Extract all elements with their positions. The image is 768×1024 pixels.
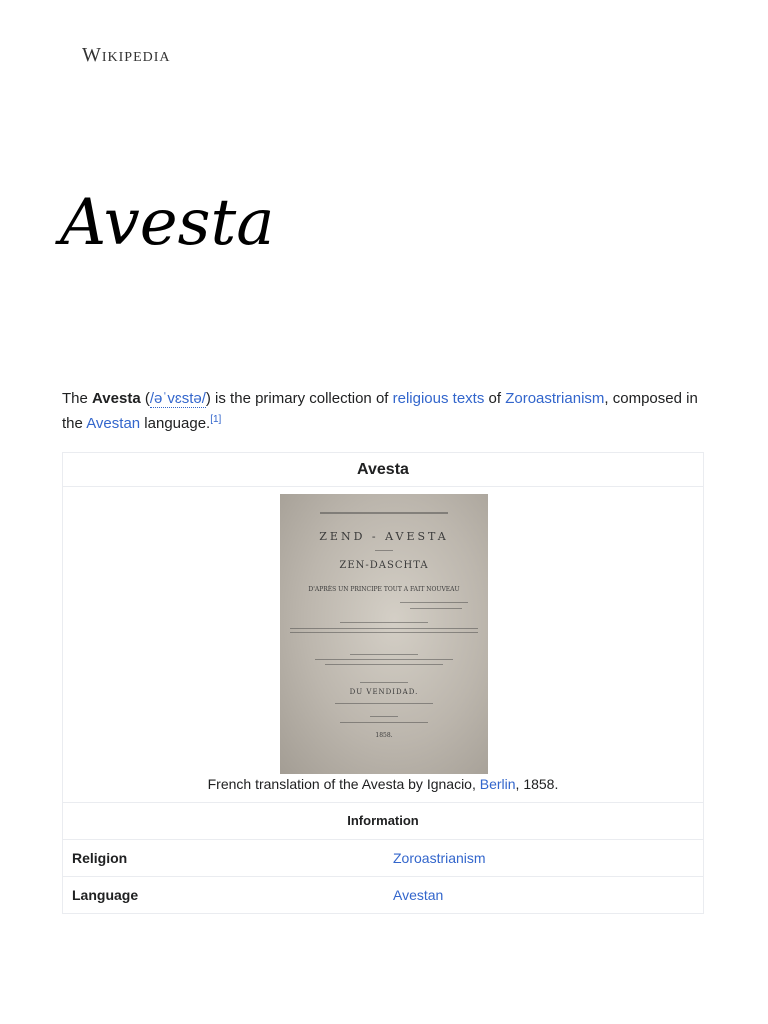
lead-text: of [484,390,506,407]
infobox-row-religion [63,840,703,877]
book-cover-image[interactable] [280,494,488,774]
infobox-label: Religion [72,850,128,866]
infobox-row-language [63,877,703,913]
cover-line: DU VENDIDAD. [349,688,419,696]
ipa-pronunciation-link[interactable]: /əˈvɛstə/ [149,390,206,407]
infobox-title: Avesta [63,453,703,487]
lead-text: ) is the primary collection of [205,390,393,407]
infobox-image-cell [63,487,703,803]
lead-text: The [62,390,93,407]
infobox-section-information: Information [63,803,703,840]
page-title: Avesta [60,186,275,260]
avestan-infobox-link[interactable]: Avestan [393,887,444,903]
berlin-link[interactable]: Berlin [479,776,516,792]
avestan-link[interactable]: Avestan [86,415,141,432]
caption-text: , 1858. [515,776,559,792]
reference-1-link[interactable]: [1] [210,414,222,425]
infobox [62,452,704,914]
cover-title: ZEND - AVESTA [319,530,449,543]
zoroastrianism-infobox-link[interactable]: Zoroastrianism [393,850,486,866]
lead-text: , composed in the [62,390,698,432]
infobox-label: Language [72,887,139,903]
religious-texts-link[interactable]: religious texts [392,390,485,407]
lead-text: language. [140,415,211,432]
lead-paragraph [62,386,712,436]
cover-line: D'APRÈS UN PRINCIPE TOUT A FAIT NOUVEAU [308,586,460,593]
lead-bold-term: Avesta [92,390,141,407]
lead-text: ( [140,390,150,407]
cover-subtitle: ZEN-DASCHTA [339,560,429,571]
caption-text: French translation of the Avesta by Ignacio, [207,776,480,792]
cover-year: 1858. [375,732,393,739]
zoroastrianism-link[interactable]: Zoroastrianism [505,390,605,407]
image-caption [63,776,703,792]
wikipedia-wordmark[interactable]: Wikipedia [82,44,171,66]
